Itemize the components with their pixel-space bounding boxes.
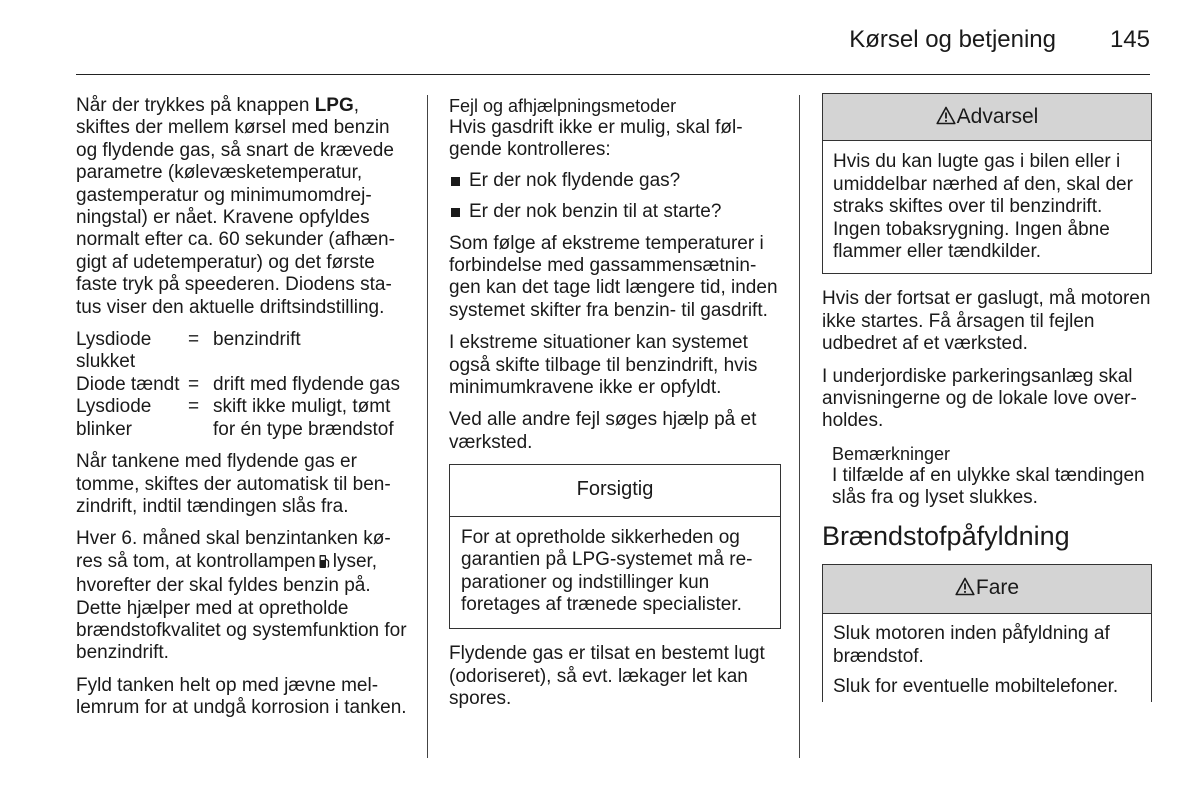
section-heading: Brændstofpåfyldning: [822, 520, 1070, 551]
note-body: I tilfælde af en ulykke skal tændingen slås fra og lyset slukkes.: [832, 464, 1145, 509]
table-row: [76, 329, 408, 374]
status-desc: benzindrift: [213, 329, 301, 351]
led-status-table: [76, 329, 408, 441]
underground-parking-paragraph: I underjordiske parkeringsanlæg skal anvisningerne og de lokale love overholdes.: [822, 365, 1137, 432]
lpg-key-label: LPG: [314, 95, 354, 116]
six-month-paragraph: Hver 6. måned skal benzintanken køres så tom, at kontrollampen lyser, hvorefter der skal fyldes benzin på. Dette hjælper med at opretholde brændstofkvalitet og systemfunktion for benzindrift.: [76, 528, 407, 664]
column-1: [76, 95, 408, 730]
status-equals: =: [188, 396, 200, 418]
status-equals: =: [188, 373, 200, 395]
workshop-paragraph: Ved alle andre fejl søges hjælp på et værksted.: [449, 409, 757, 453]
table-row: [76, 374, 408, 396]
fill-tank-paragraph: Fyld tanken helt op med jævne mellemrum for at undgå korrosion i tanken.: [76, 674, 407, 719]
page-header-title: Kørsel og betjening: [849, 26, 1056, 53]
status-term: Diode tændt: [76, 373, 180, 395]
fuel-pump-icon: [319, 553, 330, 575]
warning-triangle-icon: [936, 106, 956, 130]
list-item: Er der nok benzin til at starte?: [449, 201, 781, 223]
column-divider-1: [427, 95, 428, 758]
header-divider: [76, 74, 1150, 75]
table-row: [76, 396, 408, 441]
danger-title: Fare: [975, 575, 1020, 599]
column-3: [822, 93, 1152, 702]
check-intro-paragraph: Hvis gasdrift ikke er mulig, skal følgende kontrolleres:: [449, 117, 743, 161]
note-title: Bemærkninger: [832, 443, 951, 464]
extreme-situations-paragraph: I ekstreme situationer kan systemet også skifte tilbage til benzindrift, hvis minimumkravene ikke er opfyldt.: [449, 332, 758, 399]
warning-triangle-icon: [955, 577, 975, 601]
danger-paragraph-2: Sluk for eventuelle mobiltelefoner.: [833, 675, 1119, 697]
status-desc: skift ikke muligt, tømt for én type brændstof: [213, 396, 394, 440]
status-desc: drift med flydende gas: [213, 373, 400, 395]
caution-box: [449, 464, 781, 629]
lpg-intro-paragraph: Når der trykkes på knappen LPG, skiftes der mellem kørsel med benzin og flydende gas, så snart de krævede parametre (kølevæsketemperatur, gastemperatur og minimumomdrejningstal) er nået. Kravene opfyldes normalt efter ca. 60 sekunder (afhængigt af udetemperatur) og det første faste tryk på speederen. Diodens status viser den aktuelle driftsindstilling.: [76, 95, 395, 318]
status-term: Lysdiode slukket: [76, 329, 152, 373]
troubleshooting-subheading: Fejl og afhjælpningsmetoder: [449, 96, 677, 116]
note-block: [822, 443, 1152, 510]
caution-title: Forsigtig: [450, 465, 780, 516]
warning-box: [822, 93, 1152, 274]
warning-body: Hvis du kan lugte gas i bilen eller i umiddelbar nærhed af den, skal der straks skiftes over til benzindrift. Ingen tobaksrygning. Ingen åbne flammer eller tændkilder.: [833, 151, 1133, 263]
column-divider-2: [799, 95, 800, 758]
odorised-gas-paragraph: Flydende gas er tilsat en bestemt lugt (odoriseret), så evt. lækager let kan spores.: [449, 643, 765, 710]
list-item: Er der nok flydende gas?: [449, 170, 781, 192]
status-term: Lysdiode blinker: [76, 396, 152, 440]
column-2: [449, 95, 781, 721]
page-number: 145: [1109, 26, 1150, 53]
warning-title: Advarsel: [956, 105, 1039, 128]
status-equals: =: [188, 329, 200, 351]
temperature-paragraph: Som følge af ekstreme temperaturer i forbindelse med gassammensætningen kan det tage lidt længere tid, inden systemet skifter fra benzin- til gasdrift.: [449, 232, 778, 321]
gas-smell-paragraph: Hvis der fortsat er gaslugt, må motoren ikke startes. Få årsagen til fejlen udbedret af et værksted.: [822, 288, 1151, 355]
danger-box: [822, 564, 1152, 702]
caution-body: For at opretholde sikkerheden og garantien på LPG-systemet må reparationer og indstillinger kun foretages af trænede specialister.: [461, 526, 753, 615]
danger-paragraph-1: Sluk motoren inden påfyldning af brændstof.: [833, 623, 1110, 667]
empty-tank-paragraph: Når tankene med flydende gas er tomme, skiftes der automatisk til benzindrift, indtil tændingen slås fra.: [76, 451, 391, 517]
